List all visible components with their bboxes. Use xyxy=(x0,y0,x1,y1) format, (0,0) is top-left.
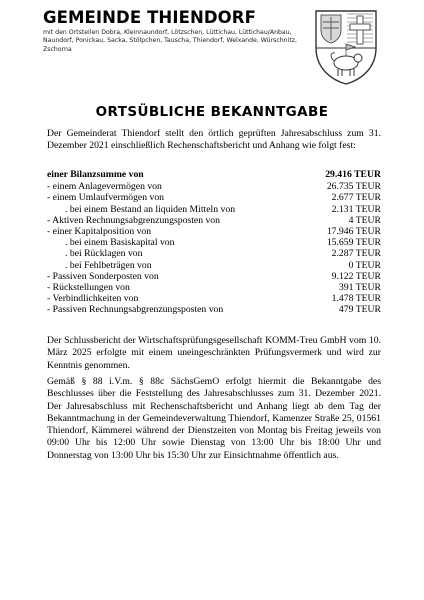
financial-row xyxy=(47,271,381,282)
financial-row xyxy=(47,248,381,259)
publication-paragraph: Gemäß § 88 i.V.m. § 88c SächsGemO erfolgt hiermit die Bekanntgabe des Beschlusses über die Feststellung des Jahresabschlusses zum 31. Dezember 2021. Der Jahresabschluss mit Rechenschaftsbericht und Anhang liegt ab dem Tag der Bekanntmachung in der Gemeindeverwaltung Thiendorf, Kamenzer Straße 25, 01561 Thiendorf, Kämmerei während der Dienstzeiten von Montag bis Freitag jeweils von 09:00 Uhr bis 12:00 Uhr sowie Dienstag von 13:00 Uhr bis 18:00 Uhr und Donnerstag von 13:00 Uhr bis 15:30 Uhr zur Einsichtnahme öffentlich aus. xyxy=(47,376,381,461)
financial-row xyxy=(47,226,381,237)
financial-row xyxy=(47,181,381,192)
financial-row-value: 2.677 TEUR xyxy=(331,192,381,204)
municipality-title: GEMEINDE THIENDORF xyxy=(43,8,256,27)
financial-table xyxy=(47,169,381,315)
financial-row-label: . bei einem Basiskapital von xyxy=(65,237,175,249)
financial-row-value: 391 TEUR xyxy=(338,281,381,293)
financial-row-value: 17.946 TEUR xyxy=(326,225,381,237)
financial-row xyxy=(47,237,381,248)
financial-row-label: einer Bilanzsumme von xyxy=(47,169,144,180)
coat-of-arms-icon xyxy=(313,8,379,86)
financial-row xyxy=(47,204,381,215)
financial-row-label: . bei einem Bestand an liquiden Mitteln von xyxy=(65,203,236,215)
financial-row-value: 479 TEUR xyxy=(338,304,381,316)
audit-paragraph: Der Schlussbericht der Wirtschaftsprüfungsgesellschaft KOMM-Treu GmbH vom 10. März 2025 erfolgte mit einem uneingeschränkten Prüfungsvermerk und wird zur Kenntnis genommen. xyxy=(47,335,381,371)
financial-row-label: - Aktiven Rechnungsabgrenzungsposten von xyxy=(47,214,220,226)
page-heading: ORTSÜBLICHE BEKANNTGABE xyxy=(95,104,329,120)
financial-row-label: - Passiven Rechnungsabgrenzungsposten von xyxy=(47,304,224,316)
financial-row-value: 2.287 TEUR xyxy=(331,248,381,260)
financial-row-label: . bei Fehlbeträgen von xyxy=(65,259,152,271)
financial-row-label: - Passiven Sonderposten von xyxy=(47,270,159,282)
financial-row-label: . bei Rücklagen von xyxy=(65,248,143,260)
financial-row xyxy=(47,169,381,180)
financial-row xyxy=(47,260,381,271)
financial-row-label: - einem Anlagevermögen von xyxy=(47,181,162,193)
financial-row-value: 29.416 TEUR xyxy=(325,169,381,180)
financial-row xyxy=(47,215,381,226)
municipality-subtitle: mit den Ortsteilen Dobra, Kleinnaundorf, Lötzschen, Lüttichau, Lüttichau/Anbau, Naundorf, Ponickau, Sacka, Stölpchen, Tauscha, Thiendorf, Welxande, Würschnitz, Zschorna xyxy=(43,29,297,53)
intro-paragraph: Der Gemeinderat Thiendorf stellt den örtlich geprüften Jahresabschluss zum 31. Dezember 2021 einschließlich Rechenschaftsbericht und Anhang wie folgt fest: xyxy=(47,128,381,152)
financial-row-value: 2.131 TEUR xyxy=(331,203,381,215)
financial-row-label: - einem Umlaufvermögen von xyxy=(47,192,165,204)
financial-row-label: - Rückstellungen von xyxy=(47,281,130,293)
financial-row-value: 0 TEUR xyxy=(348,259,381,271)
financial-row xyxy=(47,304,381,315)
financial-row-value: 9.122 TEUR xyxy=(331,270,381,282)
financial-row xyxy=(47,293,381,304)
financial-row-label: - Verbindlichkeiten von xyxy=(47,293,139,305)
financial-row-value: 1.478 TEUR xyxy=(331,293,381,305)
financial-row-value: 15.659 TEUR xyxy=(326,237,381,249)
financial-row-label: - einer Kapitalposition von xyxy=(47,225,152,237)
financial-row-value: 4 TEUR xyxy=(348,214,381,226)
financial-row xyxy=(47,192,381,203)
financial-row xyxy=(47,282,381,293)
financial-row-value: 26.735 TEUR xyxy=(326,181,381,193)
